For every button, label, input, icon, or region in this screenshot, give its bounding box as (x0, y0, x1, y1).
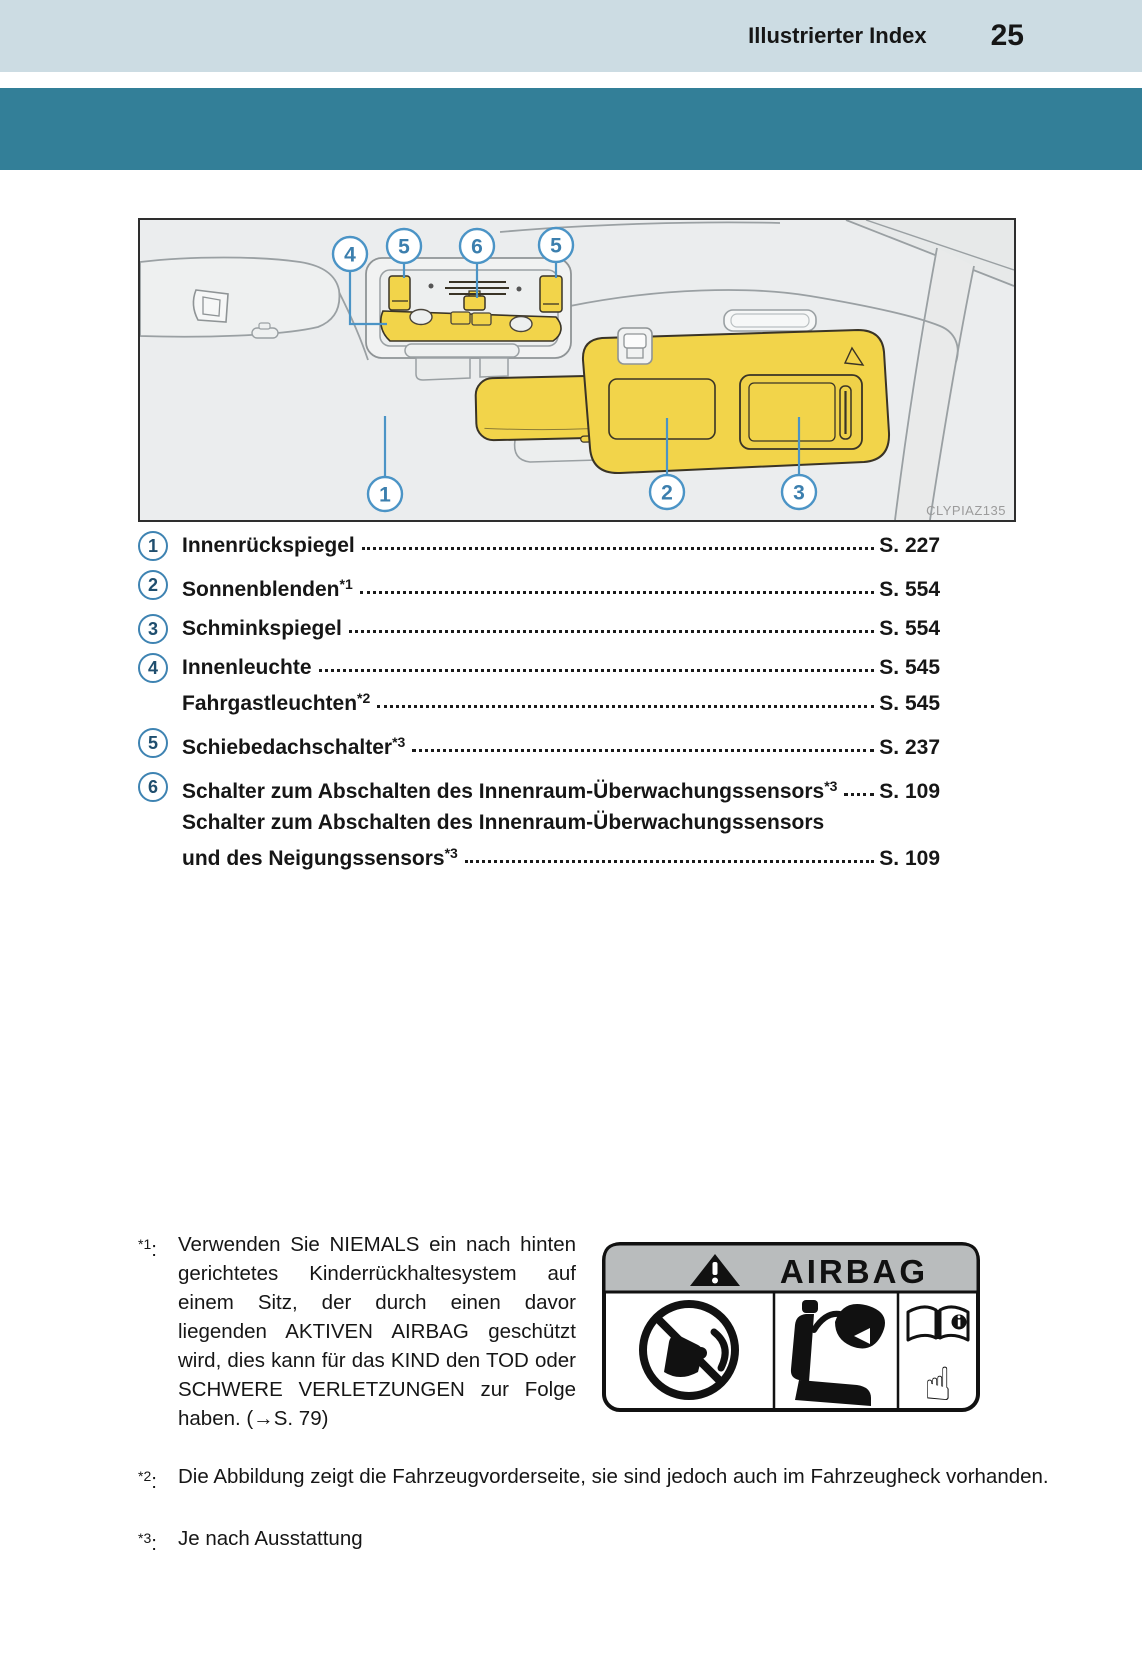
index-item (138, 771, 940, 874)
callout-5b (539, 228, 573, 262)
index-row (182, 683, 940, 719)
footnote-2-text: Die Abbildung zeigt die Fahrzeugvorderseite, sie sind jedoch auch im Fahrzeugheck vorhanden. (178, 1465, 1049, 1488)
callout-5b-number: 5 (550, 234, 562, 258)
sun-visor (583, 328, 889, 473)
callout-number-badge: 1 (138, 531, 168, 561)
index-label: Innenleuchte (182, 656, 312, 679)
dot-leader (360, 591, 875, 594)
owners-manual-info-icon (908, 1307, 968, 1340)
callout-4-number: 4 (344, 243, 356, 267)
vanity-mirror (740, 375, 862, 449)
airbag-warning-label (602, 1242, 980, 1433)
callout-number-badge: 4 (138, 653, 168, 683)
index-item (138, 530, 940, 561)
page-reference: S. 545 (879, 692, 940, 715)
index-item (138, 652, 940, 719)
dot-leader (844, 793, 874, 796)
airbag-label-title: AIRBAG (779, 1253, 929, 1290)
page-reference: S. 227 (879, 534, 940, 557)
callout-number-badge: 2 (138, 570, 168, 600)
index-row (182, 652, 940, 683)
footnote-3 (138, 1524, 838, 1558)
index-label: Sonnenblenden$^{*1}$ (182, 576, 353, 601)
index-row (182, 530, 940, 561)
callout-1-number: 1 (379, 483, 391, 507)
callout-6-number: 6 (471, 235, 483, 259)
index-label: Schminkspiegel (182, 617, 342, 640)
interior-lamp-lens (381, 311, 561, 341)
dot-leader (377, 705, 874, 708)
index-item (138, 727, 940, 763)
index-label: Innenrückspiegel (182, 534, 355, 557)
dot-leader (362, 547, 875, 550)
page-reference: S. 109 (879, 780, 940, 803)
page-header-band (0, 0, 1142, 72)
headliner-figure (138, 218, 1016, 522)
index-label: Schiebedachschalter$^{*3}$ (182, 734, 406, 759)
footnote-1-marker: $^{*1}$: (138, 1236, 157, 1261)
callout-5a-number: 5 (398, 235, 410, 259)
dot-leader (319, 669, 875, 672)
footnote-2-marker: $^{*2}$: (138, 1468, 157, 1493)
callout-number-badge: 6 (138, 772, 168, 802)
sunroof-switch-right (540, 276, 562, 312)
index-row (182, 807, 940, 838)
footnote-1-text: Verwenden Sie NIEMALS ein nach hinten gerichtetes Kinderrückhaltesystem auf einem Sitz, der durch einen davor liegenden AKTIVEN AIRBAG geschützt wird, dies kann für das KIND den TOD oder SCHWERE VERLETZUNGEN zur Folge haben. (→S. 79) (178, 1233, 576, 1430)
page-reference: S. 237 (879, 736, 940, 759)
index-item (138, 613, 940, 644)
index-item (138, 569, 940, 605)
page-number: 25 (990, 19, 1024, 52)
footnote-2 (138, 1462, 1078, 1496)
callout-number-badge: 5 (138, 728, 168, 758)
page-reference: S. 554 (879, 578, 940, 601)
callout-number-badge: 3 (138, 614, 168, 644)
index-row (182, 771, 940, 807)
footnote-3-text: Je nach Ausstattung (178, 1527, 363, 1550)
callout-3-number: 3 (793, 481, 805, 505)
page-reference: S. 109 (879, 847, 940, 870)
index-row (182, 569, 940, 605)
callout-2-number: 2 (661, 481, 673, 505)
page-title: Illustrierter Index (748, 23, 927, 48)
illustrated-index-list (138, 530, 940, 882)
callout-2 (650, 475, 684, 509)
index-label: Schalter zum Abschalten des Innenraum-Überwachungssensors$^{*3}$ (182, 778, 838, 803)
dot-leader (349, 630, 874, 633)
page-reference: S. 554 (879, 617, 940, 640)
sensor-off-switch (464, 296, 485, 310)
callout-4 (333, 237, 367, 271)
callout-6 (460, 229, 494, 263)
index-row (182, 838, 940, 874)
index-label: Fahrgastleuchten$^{*2}$ (182, 690, 371, 715)
index-label: Schalter zum Abschalten des Innenraum-Überwachungssensors (182, 811, 825, 834)
callout-5a (387, 229, 421, 263)
index-row (182, 727, 940, 763)
section-color-band (0, 88, 1142, 170)
figure-code: CLYPIAZ135 (926, 503, 1006, 518)
index-label: und des Neigungssensors$^{*3}$ (182, 845, 458, 870)
footnote-1 (138, 1230, 998, 1433)
sunroof-switch-left (389, 276, 410, 310)
car-interior-illustration (140, 220, 1014, 520)
rear-dome-lamp (724, 310, 816, 331)
page-reference: S. 545 (879, 656, 940, 679)
index-row (182, 613, 940, 644)
pointing-hand-icon: ☝ (923, 1357, 953, 1411)
callout-1 (368, 477, 402, 511)
footnote-3-marker: $^{*3}$: (138, 1530, 157, 1555)
dot-leader (465, 860, 874, 863)
callout-3 (782, 475, 816, 509)
dot-leader (412, 749, 874, 752)
headliner-front-band (140, 258, 339, 339)
